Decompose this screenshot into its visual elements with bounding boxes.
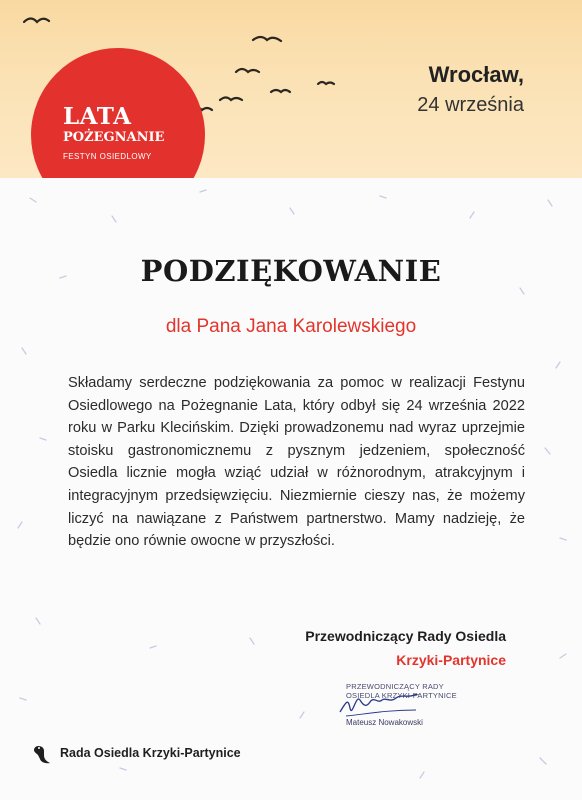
stamp-line-2: OSIEDLA KRZYKI-PARTYNICE	[346, 691, 457, 700]
signatory-organization: Krzyki-Partynice	[396, 652, 506, 668]
council-logo-icon	[34, 742, 54, 766]
logo-subtitle: POŻEGNANIE	[63, 130, 165, 145]
city: Wrocław,	[428, 62, 524, 87]
date: 24 września	[417, 94, 524, 116]
body-paragraph: Składamy serdeczne podziękowania za pomoc w realizacji Festynu Osiedlowego na Pożegnanie Lata, który odbył się 24 września 2022 roku w Parku Klecińskim. Dzięki prowadzonemu nad wyraz uprzejmie stoisku gastronomicznemu z pysznym jedzeniem, społeczność Osiedla licznie mogła wziąć udział w różnorodnym, atrakcyjnym i integracyjnym przedsięwzięciu. Niezmiernie cieszy nas, że możemy liczyć na nawiązane z Państwem partnerstwo. Mamy nadzieję, że będzie ono równie owocne w przyszłości.	[68, 375, 525, 550]
logo-tagline: FESTYN OSIEDLOWY	[63, 152, 152, 161]
official-stamp	[336, 680, 464, 732]
stamp-line-1: PRZEWODNICZĄCY RADY	[346, 682, 444, 691]
recipient: dla Pana Jana Karolewskiego	[165, 316, 417, 337]
stamp-name: Mateusz Nowakowski	[346, 718, 423, 727]
footer-organization: Rada Osiedla Krzyki-Partynice	[60, 746, 241, 760]
header-banner	[0, 0, 582, 178]
document-title: PODZIĘKOWANIE	[140, 254, 442, 288]
logo-title: LATA	[63, 103, 132, 130]
signatory-role: Przewodniczący Rady Osiedla	[305, 628, 506, 644]
